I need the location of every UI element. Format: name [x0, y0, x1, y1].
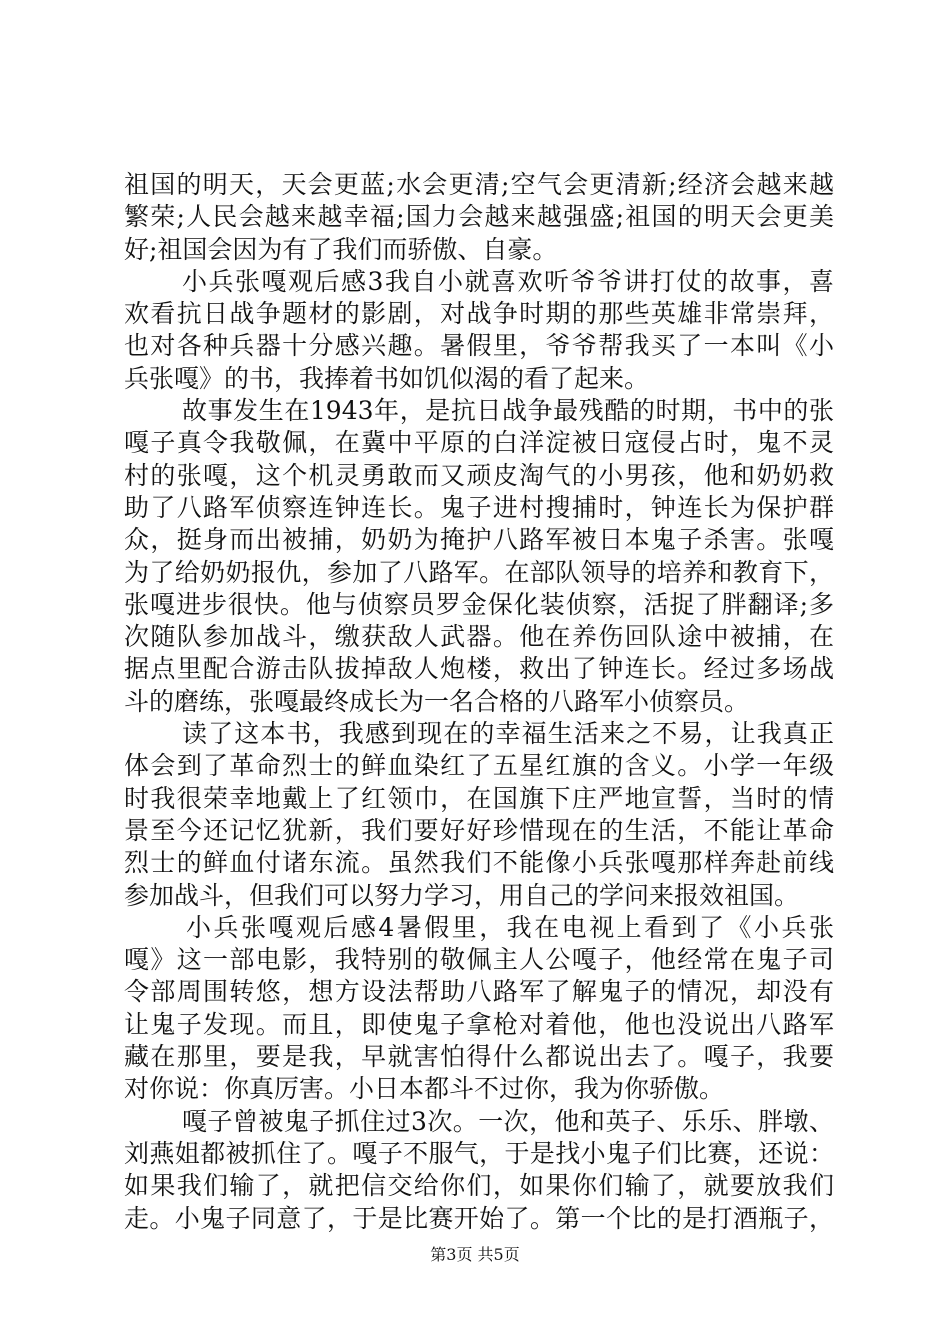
paragraph — [124, 169, 834, 266]
paragraph — [124, 912, 834, 1106]
text-line: 走。小鬼子同意了，于是比赛开始了。第一个比的是打酒瓶子， — [124, 1203, 834, 1233]
paragraph — [124, 1106, 834, 1235]
text-line: 嘎子曾被鬼子抓住过3次。一次，他和英子、乐乐、胖墩、 — [182, 1106, 834, 1136]
page-footer: 第3页 共5页 — [430, 1245, 520, 1264]
text-line: 嘎》这一部电影，我特别的敬佩主人公嘎子，他经常在鬼子司 — [124, 945, 834, 975]
text-line: 嘎子真令我敬佩，在冀中平原的白洋淀被日寇侵占时，鬼不灵 — [124, 428, 834, 458]
text-line: 村的张嘎，这个机灵勇敢而又顽皮淘气的小男孩，他和奶奶救 — [124, 460, 834, 490]
text-line: 体会到了革命烈士的鲜血染红了五星红旗的含义。小学一年级 — [124, 751, 834, 781]
text-line: 烈士的鲜血付诸东流。虽然我们不能像小兵张嘎那样奔赴前线 — [124, 848, 834, 878]
paragraph — [124, 266, 834, 395]
text-line: 刘燕姐都被抓住了。嘎子不服气，于是找小鬼子们比赛，还说： — [124, 1138, 834, 1168]
text-line: 让鬼子发现。而且，即使鬼子拿枪对着他，他也没说出八路军 — [124, 1009, 834, 1039]
text-line: 读了这本书，我感到现在的幸福生活来之不易，让我真正 — [182, 719, 834, 749]
text-line: 据点里配合游击队拔掉敌人炮楼，救出了钟连长。经过多场战 — [124, 654, 834, 684]
text-line: 时我很荣幸地戴上了红领巾，在国旗下庄严地宣誓，当时的情 — [124, 783, 834, 813]
text-line: 参加战斗，但我们可以努力学习，用自己的学问来报效祖国。 — [124, 880, 800, 910]
text-line: 故事发生在1943年，是抗日战争最残酷的时期，书中的张 — [182, 396, 834, 426]
text-line: 欢看抗日战争题材的影剧，对战争时期的那些英雄非常崇拜， — [124, 299, 834, 329]
text-line: 众，挺身而出被捕，奶奶为掩护八路军被日本鬼子杀害。张嘎 — [124, 525, 834, 555]
text-line: 助了八路军侦察连钟连长。鬼子进村搜捕时，钟连长为保护群 — [124, 492, 834, 522]
text-line: 为了给奶奶报仇，参加了八路军。在部队领导的培养和教育下， — [124, 557, 834, 587]
text-line: 张嘎进步很快。他与侦察员罗金保化装侦察，活捉了胖翻译;多 — [124, 589, 834, 619]
paragraph — [124, 718, 834, 912]
text-line: 如果我们输了，就把信交给你们，如果你们输了，就要放我们 — [124, 1171, 834, 1201]
text-line: 兵张嘎》的书，我捧着书如饥似渴的看了起来。 — [124, 363, 650, 393]
text-line: 次随队参加战斗，缴获敌人武器。他在养伤回队途中被捕，在 — [124, 622, 834, 652]
text-line: 景至今还记忆犹新，我们要好好珍惜现在的生活，不能让革命 — [124, 815, 834, 845]
text-line: 对你说：你真厉害。小日本都斗不过你，我为你骄傲。 — [124, 1074, 725, 1104]
text-line: 小兵张嘎观后感4暑假里，我在电视上看到了《小兵张 — [186, 912, 834, 942]
paragraph — [124, 395, 834, 718]
text-line: 也对各种兵器十分感兴趣。暑假里，爷爷帮我买了一本叫《小 — [124, 331, 834, 361]
text-line: 好;祖国会因为有了我们而骄傲、自豪。 — [124, 234, 558, 264]
text-line: 斗的磨练，张嘎最终成长为一名合格的八路军小侦察员。 — [124, 686, 750, 716]
document-body — [124, 169, 834, 1235]
text-line: 令部周围转悠，想方设法帮助八路军了解鬼子的情况，却没有 — [124, 977, 834, 1007]
text-line: 繁荣;人民会越来越幸福;国力会越来越强盛;祖国的明天会更美 — [124, 202, 834, 232]
text-line: 祖国的明天，天会更蓝;水会更清;空气会更清新;经济会越来越 — [124, 170, 834, 199]
text-line: 藏在那里，要是我，早就害怕得什么都说出去了。嘎子，我要 — [124, 1042, 834, 1072]
text-line: 小兵张嘎观后感3我自小就喜欢听爷爷讲打仗的故事，喜 — [182, 266, 834, 296]
